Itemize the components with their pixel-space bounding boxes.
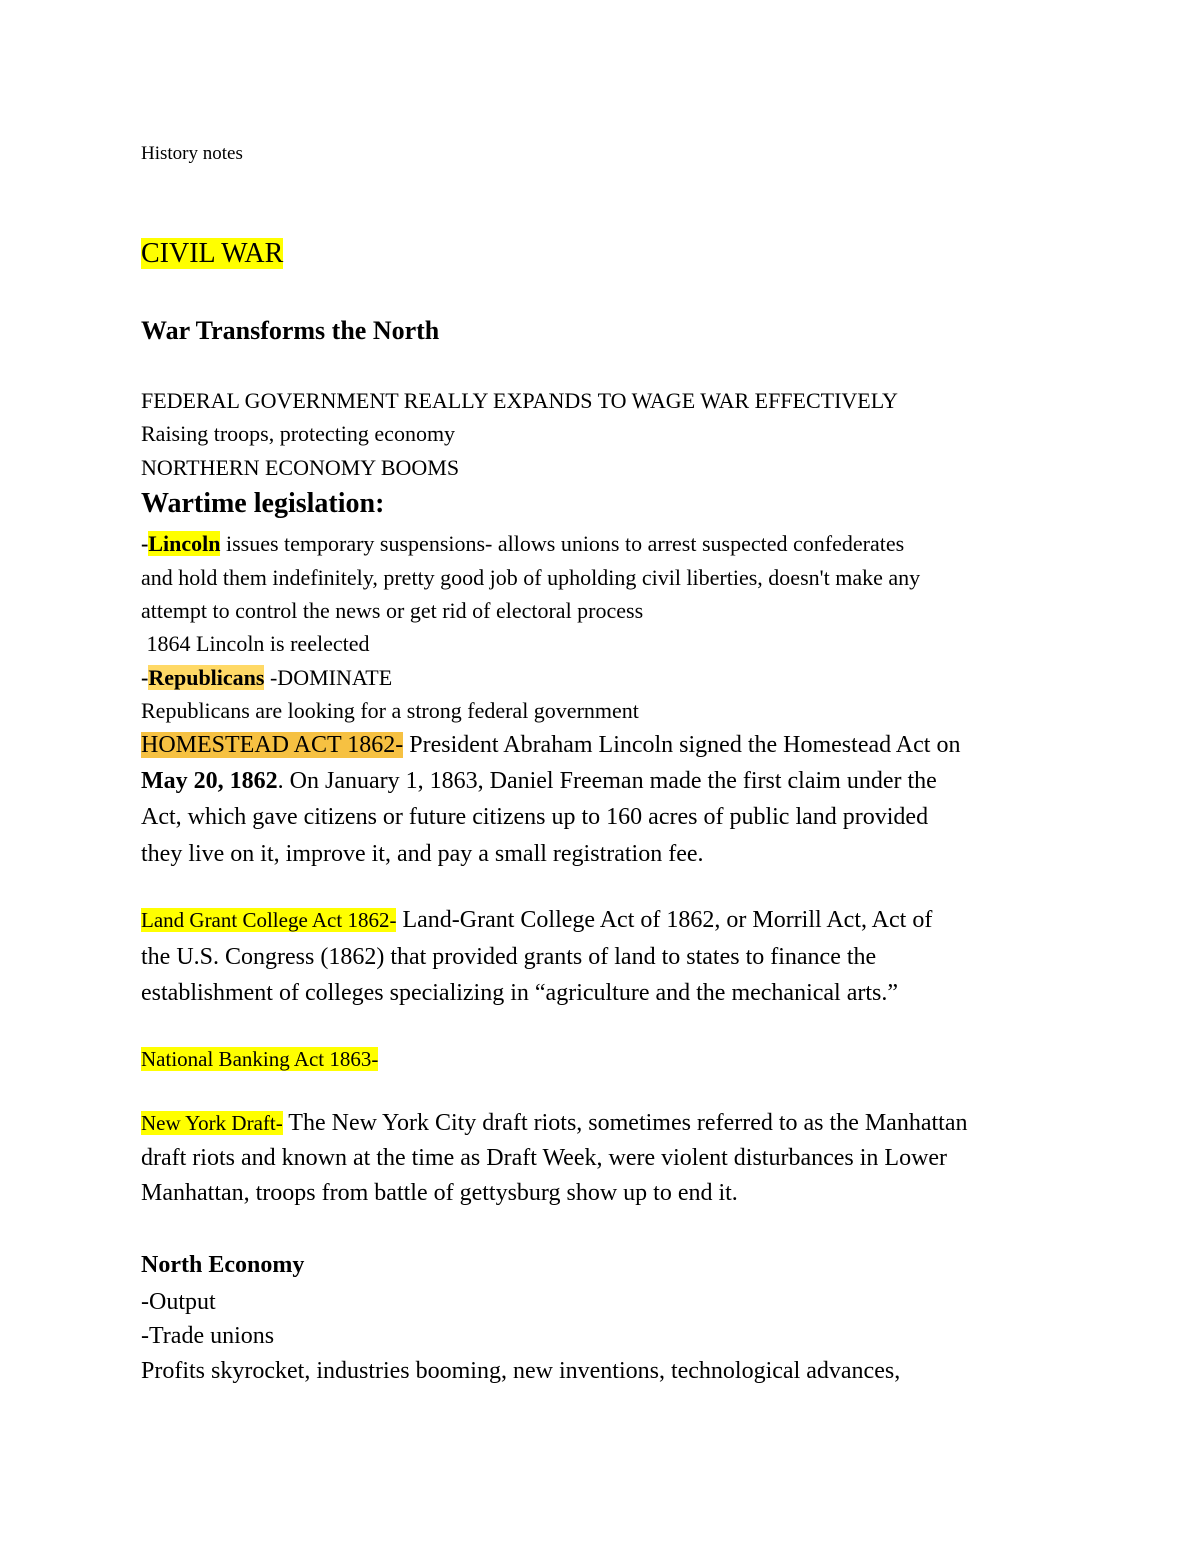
lincoln-line-1: [141, 531, 904, 556]
homestead-line-4: they live on it, improve it, and pay a small registration fee.: [141, 841, 704, 867]
intro-line-2: Raising troops, protecting economy: [141, 421, 456, 446]
section-title: [141, 238, 283, 270]
draft-line-1-text: The New York City draft riots, sometimes referred to as the Manhattan: [282, 1110, 968, 1136]
section-title-text: CIVIL WAR: [141, 238, 284, 269]
homestead-line-1-text: President Abraham Lincoln signed the Homestead Act on: [403, 732, 961, 758]
lincoln-term: Lincoln: [148, 531, 221, 556]
draft-term: New York Draft-: [141, 1111, 283, 1135]
homestead-term: HOMESTEAD ACT 1862-: [141, 732, 404, 758]
republicans-line: [141, 665, 392, 690]
north-economy-item-2: -Trade unions: [141, 1323, 275, 1349]
draft-line-1: [141, 1110, 967, 1138]
land-grant-line-2: the U.S. Congress (1862) that provided grants of land to states to finance the: [141, 944, 877, 970]
homestead-line-1: [141, 732, 960, 760]
land-grant-line-1: [141, 907, 932, 935]
intro-line-3: NORTHERN ECONOMY BOOMS: [141, 455, 460, 480]
national-banking-line: [141, 1047, 378, 1071]
land-grant-line-1-text: Land-Grant College Act of 1862, or Morrill Act, Act of: [396, 907, 933, 933]
legislation-heading: Wartime legislation:: [141, 488, 385, 519]
land-grant-term: Land Grant College Act 1862-: [141, 908, 397, 932]
draft-line-2: draft riots and known at the time as Draft Week, were violent disturbances in Lower: [141, 1145, 948, 1171]
north-economy-item-1: -Output: [141, 1289, 216, 1315]
republicans-rest: -DOMINATE: [264, 665, 393, 690]
republicans-prefix: -: [141, 665, 149, 690]
homestead-line-3: Act, which gave citizens or future citizens up to 160 acres of public land provided: [141, 804, 929, 830]
lincoln-line-1-text: issues temporary suspensions- allows unions to arrest suspected confederates: [220, 531, 905, 556]
intro-line-1: FEDERAL GOVERNMENT REALLY EXPANDS TO WAGE WAR EFFECTIVELY: [141, 388, 898, 413]
homestead-date: May 20, 1862: [141, 768, 278, 794]
national-banking-term: National Banking Act 1863-: [141, 1047, 379, 1071]
doc-title: History notes: [141, 143, 243, 164]
homestead-line-2-text: . On January 1, 1863, Daniel Freeman made the first claim under the: [277, 768, 937, 794]
north-economy-summary: Profits skyrocket, industries booming, new inventions, technological advances,: [141, 1358, 901, 1384]
republicans-term: Republicans: [148, 665, 265, 690]
homestead-line-2: [141, 768, 937, 796]
subheading: War Transforms the North: [141, 316, 440, 345]
lincoln-line-2: and hold them indefinitely, pretty good job of upholding civil liberties, doesn't make any: [141, 565, 921, 590]
land-grant-line-3: establishment of colleges specializing in “agriculture and the mechanical arts.”: [141, 980, 899, 1006]
lincoln-prefix: -: [141, 531, 149, 556]
republicans-goal: Republicans are looking for a strong federal government: [141, 698, 639, 723]
north-economy-heading: North Economy: [141, 1252, 305, 1278]
lincoln-line-3: attempt to control the news or get rid of electoral process: [141, 598, 644, 623]
reelected-line: 1864 Lincoln is reelected: [141, 631, 370, 656]
draft-line-3: Manhattan, troops from battle of gettysburg show up to end it.: [141, 1180, 738, 1206]
